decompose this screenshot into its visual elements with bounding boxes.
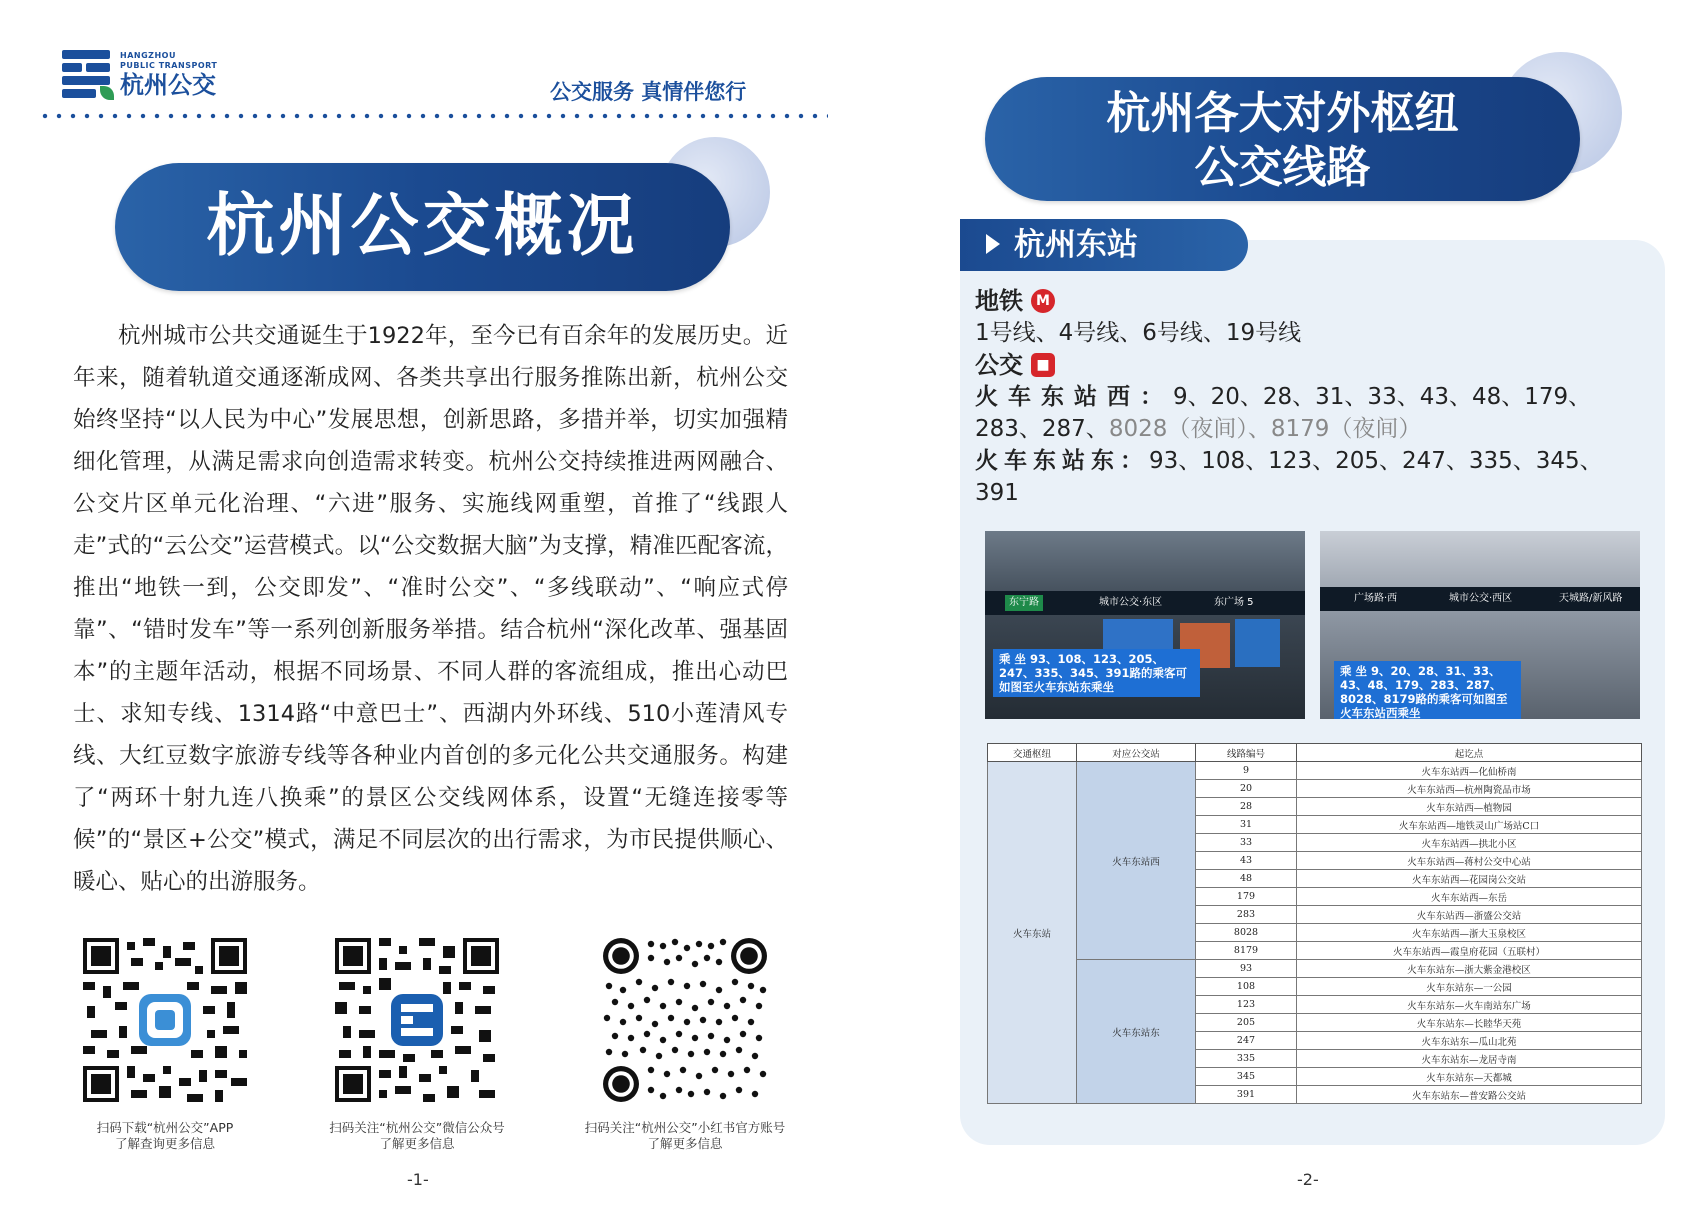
route-number-cell: 31 (1196, 816, 1297, 834)
bus-icon: ■ (1031, 353, 1055, 377)
photo-west-exit (1320, 531, 1640, 719)
route-number-cell: 345 (1196, 1068, 1297, 1086)
right-title-line2: 公交线路 (1194, 142, 1371, 193)
route-endpoints-cell: 火车东站西—杭州陶瓷品市场 (1297, 780, 1642, 798)
route-number-cell: 43 (1196, 852, 1297, 870)
logo-mark-icon (62, 50, 114, 100)
route-endpoints-cell: 火车东站西—拱北小区 (1297, 834, 1642, 852)
photo1-sign-1: 东宁路 (1005, 595, 1043, 611)
hangzhou-bus-logo (62, 50, 217, 100)
route-endpoints-cell: 火车东站东—火车南站东广场 (1297, 996, 1642, 1014)
route-table (987, 743, 1642, 1104)
slogan: 公交服务 真情伴您行 (550, 80, 747, 104)
route-number-cell: 108 (1196, 978, 1297, 996)
qr-wechat[interactable] (302, 938, 532, 1152)
metro-label: 地铁 (975, 287, 1023, 315)
route-number-cell: 123 (1196, 996, 1297, 1014)
photo2-sign-1: 广场路·西 (1354, 593, 1398, 604)
metro-icon: M (1031, 289, 1055, 313)
table-header-row (988, 744, 1642, 762)
intro-paragraph: 杭州城市公共交通诞生于1922年，至今已有百余年的发展历史。近年来，随着轨道交通逐渐成网、各类共享出行服务推陈出新，杭州公交始终坚持“以人民为中心”发展思想，创新思路，多措并举，切实加强精细化管理，从满足需求向创造需求转变。杭州公交持续推进两网融合、公交片区单元化治理、“六进”服务、实施线网重塑，首推了“线跟人走”式的“云公交”运营模式。以“公交数据大脑”为支撑，精准匹配客流，推出“地铁一到，公交即发”、“准时公交”、“多线联动”、“响应式停靠”、“错时发车”等一系列创新服务举措。结合杭州“深化改革、强基固本”的主题年活动，根据不同场景、不同人群的客流组成，推出心动巴士、求知专线、1314路“中意巴士”、西湖内外环线、510小莲清风专线、大红豆数字旅游专线等各种业内首创的多元化公共交通服务。构建了“两环十射九连八换乘”的景区公交线网体系，设置“无缝连接零等候”的“景区+公交”模式，满足不同层次的出行需求，为市民提供顺心、暖心、贴心的出游服务。 (73, 323, 788, 895)
route-number-cell: 93 (1196, 960, 1297, 978)
route-endpoints-cell: 火车东站东—瓜山北苑 (1297, 1032, 1642, 1050)
xiaohongshu-qr-icon (603, 938, 767, 1102)
th-route: 线路编号 (1196, 744, 1297, 762)
photo2-caption: 乘 坐 9、20、28、31、33、43、48、179、283、287、8028、8179路的乘客可如图至火车东站西乘坐 (1334, 661, 1521, 719)
page-number-right: -2- (1297, 1170, 1319, 1189)
route-endpoints-cell: 火车东站西—植物园 (1297, 798, 1642, 816)
west-stop-label: 火车东站西： (975, 384, 1173, 410)
th-endpoints: 起讫点 (1297, 744, 1642, 762)
qr-wechat-caption-1: 扫码关注“杭州公交”微信公众号 (329, 1120, 505, 1135)
east-stop-label: 火车东站东： (975, 448, 1149, 474)
metro-lines: 1号线、4号线、6号线、19号线 (975, 320, 1302, 346)
route-endpoints-cell: 火车东站东—普安路公交站 (1297, 1086, 1642, 1104)
logo-en-line2: PUBLIC TRANSPORT (120, 61, 218, 70)
route-endpoints-cell: 火车东站西—浙大玉泉校区 (1297, 924, 1642, 942)
route-endpoints-cell: 火车东站西—东岳 (1297, 888, 1642, 906)
route-endpoints-cell: 火车东站西—地铁灵山广场站C口 (1297, 816, 1642, 834)
qr-app-caption-1: 扫码下载“杭州公交”APP (96, 1120, 234, 1135)
dotted-divider (38, 113, 828, 119)
logo-en-line1: HANGZHOU (120, 51, 176, 60)
east-routes: 93、108、123、205、247、335、345、391 (975, 448, 1603, 506)
west-routes: 9、20、28、31、33、43、48、179、283、287、 (975, 384, 1592, 442)
page-title: 杭州公交概况 (115, 163, 730, 291)
page-number-left: -1- (407, 1170, 429, 1189)
route-number-cell: 179 (1196, 888, 1297, 906)
route-number-cell: 205 (1196, 1014, 1297, 1032)
route-endpoints-cell: 火车东站西—花园岗公交站 (1297, 870, 1642, 888)
route-endpoints-cell: 火车东站东—一公园 (1297, 978, 1642, 996)
right-page-title (985, 77, 1580, 201)
stop-cell: 火车东站东 (1077, 960, 1196, 1104)
route-number-cell: 33 (1196, 834, 1297, 852)
qr-xhs-caption-2: 了解更多信息 (647, 1136, 723, 1151)
station-tab (960, 219, 1248, 271)
route-endpoints-cell: 火车东站西—化仙桥南 (1297, 762, 1642, 780)
right-title-line1: 杭州各大对外枢纽 (1106, 88, 1459, 139)
photo2-sign-2: 城市公交·西区 (1449, 593, 1513, 604)
stop-cell: 火车东站西 (1077, 762, 1196, 960)
route-number-cell: 9 (1196, 762, 1297, 780)
qr-wechat-caption-2: 了解更多信息 (379, 1136, 455, 1151)
route-number-cell: 391 (1196, 1086, 1297, 1104)
qr-app[interactable] (50, 938, 280, 1152)
route-number-cell: 247 (1196, 1032, 1297, 1050)
app-qr-icon (83, 938, 247, 1102)
west-night-routes: 8028（夜间）、8179（夜间） (1108, 416, 1422, 442)
play-triangle-icon (986, 234, 1000, 254)
route-endpoints-cell: 火车东站东—天都城 (1297, 1068, 1642, 1086)
route-number-cell: 20 (1196, 780, 1297, 798)
qr-app-caption-2: 了解查询更多信息 (114, 1136, 215, 1151)
photo1-caption: 乘 坐 93、108、123、205、247、335、345、391路的乘客可如图至火车东站东乘坐 (993, 649, 1200, 697)
photo-east-exit (985, 531, 1305, 719)
table-row (988, 762, 1642, 780)
route-endpoints-cell: 火车东站西—霞皇府花园（五联村） (1297, 942, 1642, 960)
qr-xhs-caption-1: 扫码关注“杭州公交”小红书官方账号 (584, 1120, 786, 1135)
photo1-sign-3: 东广场 5 (1214, 597, 1254, 608)
route-endpoints-cell: 火车东站东—长睦华天苑 (1297, 1014, 1642, 1032)
route-endpoints-cell: 火车东站东—浙大紫金港校区 (1297, 960, 1642, 978)
route-number-cell: 48 (1196, 870, 1297, 888)
route-endpoints-cell: 火车东站东—龙居寺南 (1297, 1050, 1642, 1068)
photo1-sign-2: 城市公交·东区 (1099, 597, 1163, 608)
route-number-cell: 335 (1196, 1050, 1297, 1068)
station-info (975, 285, 1645, 509)
logo-cn: 杭州公交 (120, 71, 216, 99)
th-stop: 对应公交站 (1077, 744, 1196, 762)
hub-cell: 火车东站 (988, 762, 1077, 1104)
route-endpoints-cell: 火车东站西—蒋村公交中心站 (1297, 852, 1642, 870)
route-number-cell: 283 (1196, 906, 1297, 924)
qr-xiaohongshu[interactable] (565, 938, 805, 1152)
wechat-qr-icon (335, 938, 499, 1102)
station-name: 杭州东站 (1014, 227, 1138, 263)
route-number-cell: 8179 (1196, 942, 1297, 960)
route-endpoints-cell: 火车东站西—浙盛公交站 (1297, 906, 1642, 924)
table-row (988, 960, 1642, 978)
th-hub: 交通枢纽 (988, 744, 1077, 762)
route-number-cell: 28 (1196, 798, 1297, 816)
bus-label: 公交 (975, 351, 1023, 379)
photo2-sign-3: 天城路/新风路 (1559, 593, 1623, 604)
route-number-cell: 8028 (1196, 924, 1297, 942)
